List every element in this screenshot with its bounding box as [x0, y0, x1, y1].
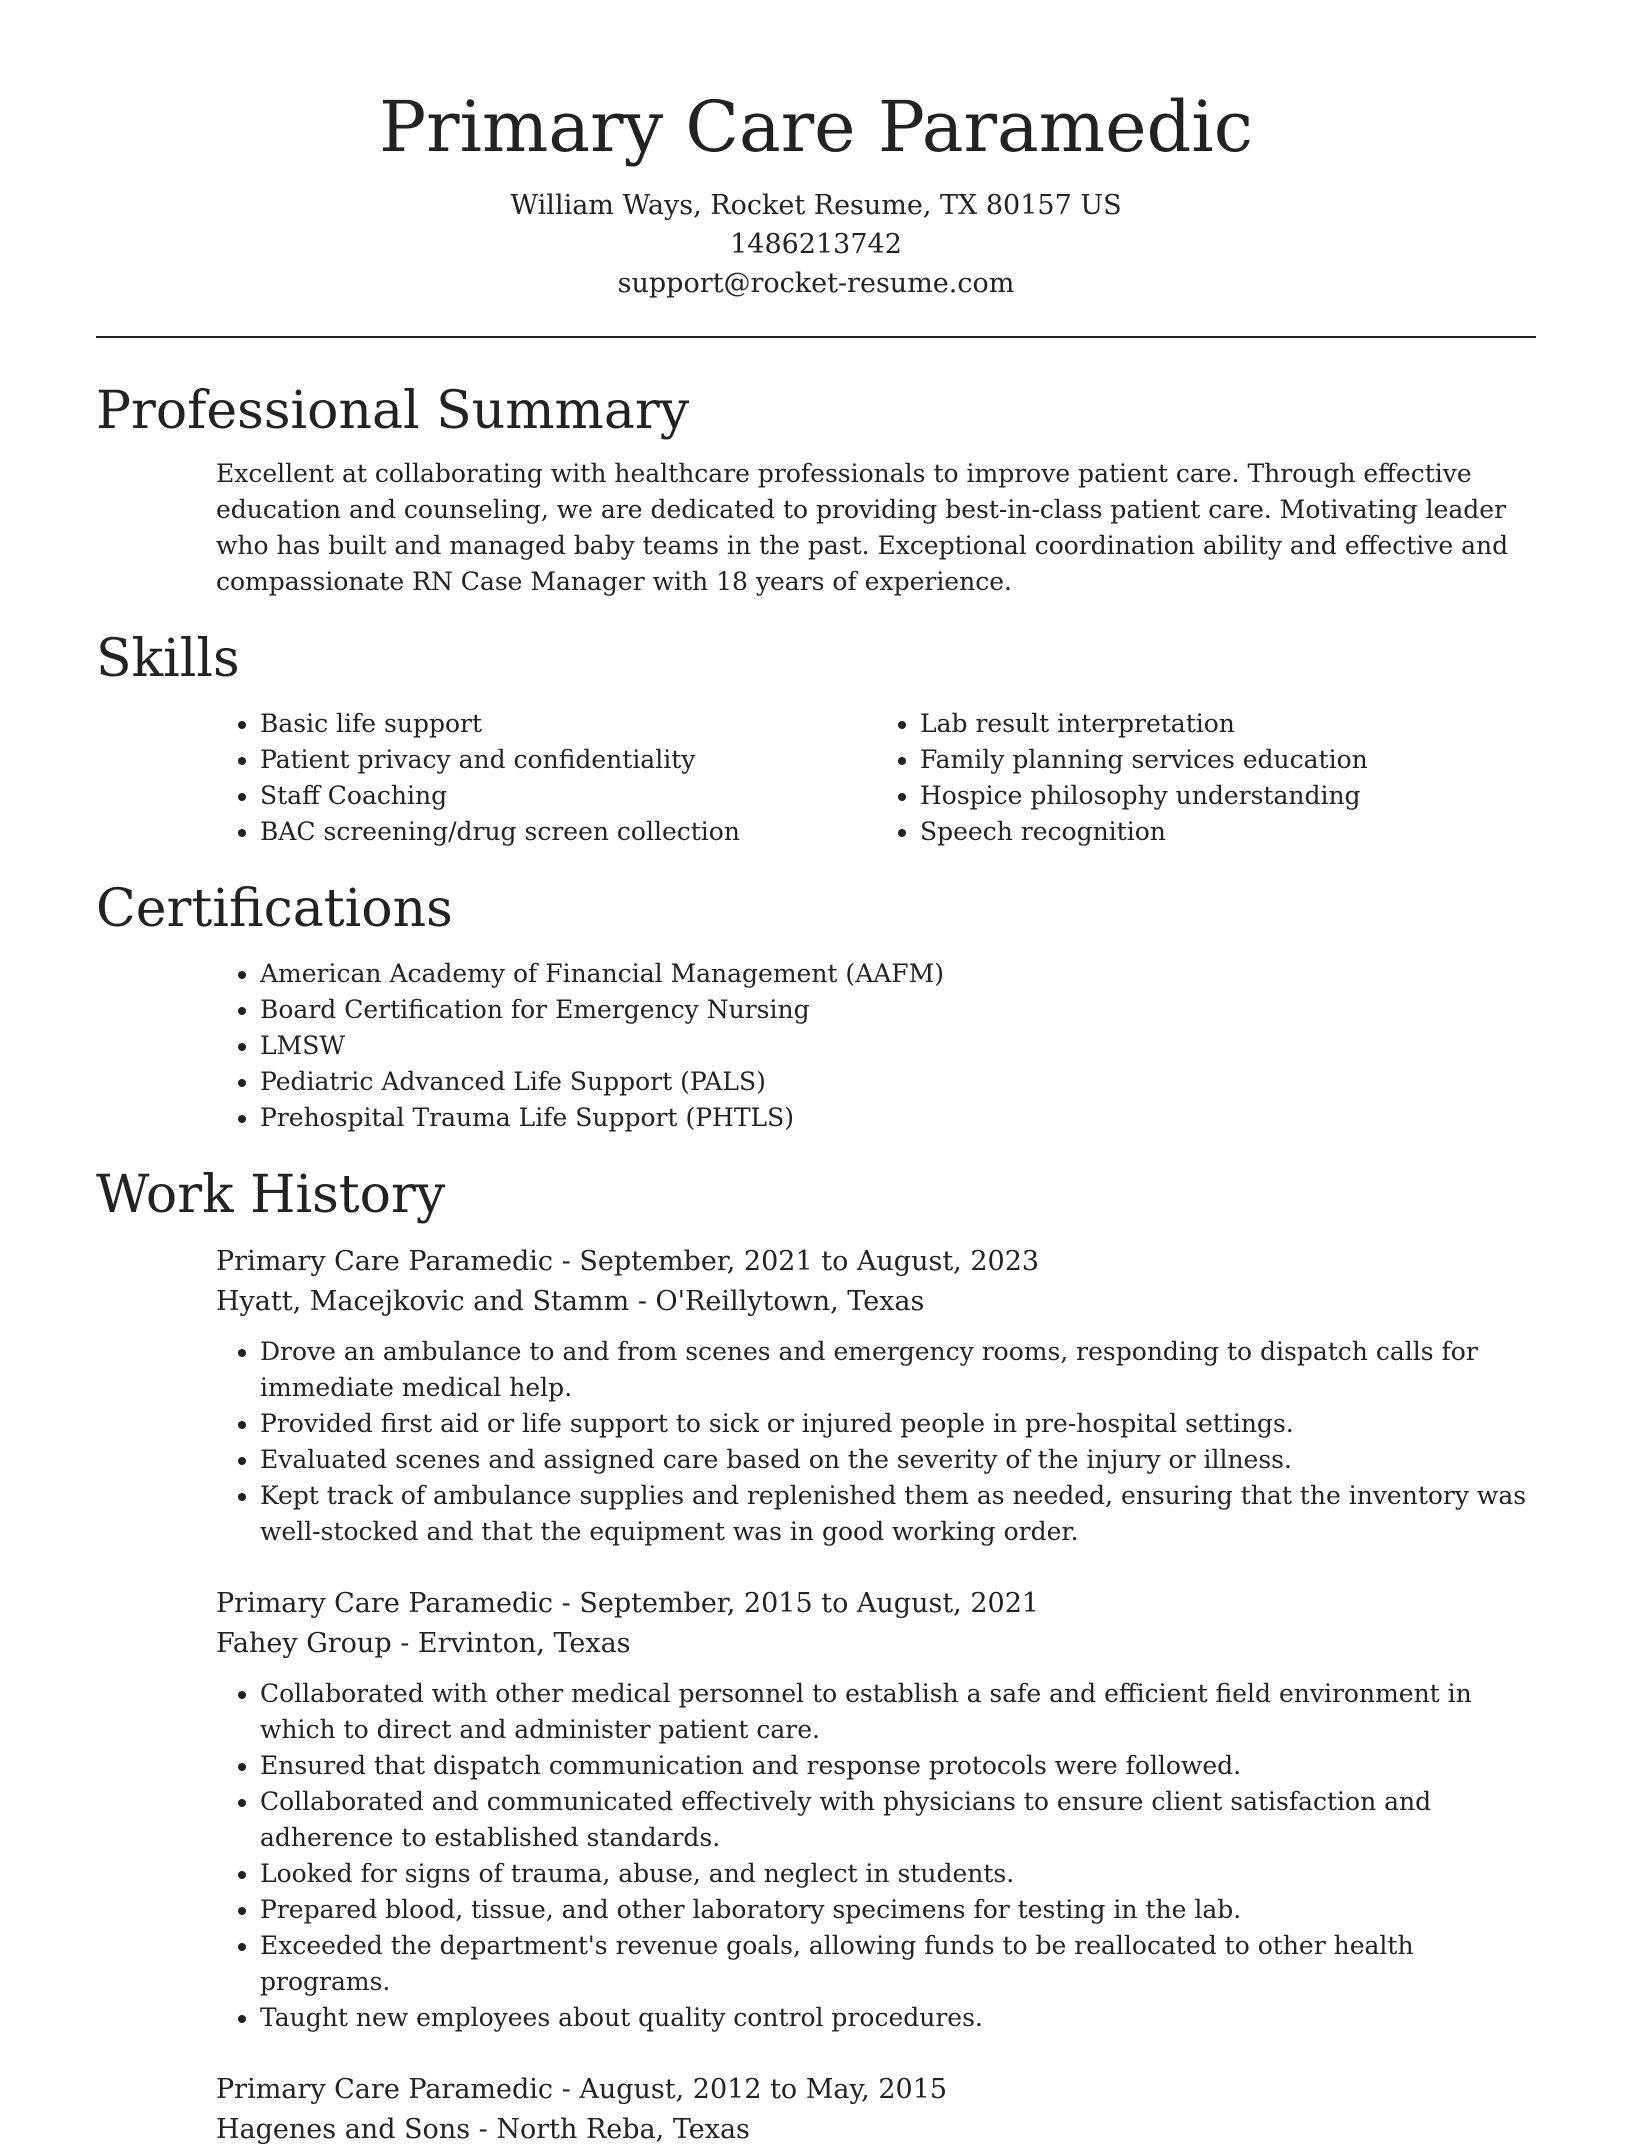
job-title-line: Primary Care Paramedic - August, 2012 to May, 2015: [216, 2074, 948, 2105]
skills-grid: [216, 706, 1536, 850]
contact-phone: 1486213742: [730, 229, 902, 260]
job-entry: [216, 1584, 1536, 2036]
job-bullet: • Collaborated with other medical personnel to establish a safe and efficient field environment in which to direct and administer patient care.: [260, 1676, 1536, 1748]
skills-heading: Skills: [96, 629, 240, 689]
certifications-list: [216, 956, 1536, 1136]
job-company-line: Hyatt, Macejkovic and Stamm - O'Reillytown, Texas: [216, 1286, 925, 1317]
job-title: Primary Care Paramedic: [216, 1588, 554, 1619]
job-location: Ervinton, Texas: [417, 1628, 631, 1659]
skill-item: • Lab result interpretation: [920, 706, 1536, 742]
contact-block: [96, 186, 1536, 303]
summary-text: Excellent at collaborating with healthcare professionals to improve patient care. Through effective education and counseling, we are dedicated to providing best-in-class patient care. Motivating leader who has built and managed baby teams in the past. Exceptional coordination ability and effective and compassionate RN Case Manager with 18 years of experience.: [216, 459, 1509, 596]
skill-item: • Speech recognition: [920, 814, 1536, 850]
certification-item: • Prehospital Trauma Life Support (PHTLS): [260, 1100, 1536, 1136]
certification-item: • LMSW: [260, 1028, 1536, 1064]
job-dates: September, 2015 to August, 2021: [579, 1588, 1040, 1619]
certification-item: • American Academy of Financial Management (AAFM): [260, 956, 1536, 992]
job-dates: August, 2012 to May, 2015: [579, 2074, 948, 2105]
header-divider: [96, 336, 1536, 338]
skill-item: • BAC screening/drug screen collection: [260, 814, 876, 850]
candidate-title: Primary Care Paramedic: [379, 86, 1253, 168]
certification-item: • Board Certification for Emergency Nursing: [260, 992, 1536, 1028]
job-title-line: Primary Care Paramedic - September, 2021 to August, 2023: [216, 1246, 1040, 1277]
job-dates: September, 2021 to August, 2023: [579, 1246, 1040, 1277]
job-company: Fahey Group: [216, 1628, 392, 1659]
skill-item: • Staff Coaching: [260, 778, 876, 814]
job-bullets: [216, 1334, 1536, 1550]
job-bullet: • Collaborated and communicated effectively with physicians to ensure client satisfaction and adherence to established standards.: [260, 1784, 1536, 1856]
contact-email: support@rocket-resume.com: [617, 268, 1015, 299]
work-history-heading: Work History: [96, 1165, 446, 1225]
skill-item: • Family planning services education: [920, 742, 1536, 778]
job-bullet: • Taught new employees about quality control procedures.: [260, 2000, 1536, 2036]
job-company-line: Hagenes and Sons - North Reba, Texas: [216, 2114, 750, 2145]
skill-item: • Basic life support: [260, 706, 876, 742]
job-bullet: • Provided first aid or life support to sick or injured people in pre-hospital settings.: [260, 1406, 1536, 1442]
skill-item: • Patient privacy and confidentiality: [260, 742, 876, 778]
job-bullet: • Prepared blood, tissue, and other laboratory specimens for testing in the lab.: [260, 1892, 1536, 1928]
contact-address: William Ways, Rocket Resume, TX 80157 US: [510, 190, 1122, 221]
job-bullet: • Kept track of ambulance supplies and replenished them as needed, ensuring that the inventory was well-stocked and that the equipment was in good working order.: [260, 1478, 1536, 1550]
job-location: O'Reillytown, Texas: [655, 1286, 925, 1317]
summary-heading: Professional Summary: [96, 381, 690, 441]
job-bullets: [216, 1676, 1536, 2036]
job-entry: [216, 1242, 1536, 1550]
resume-header: [96, 0, 1536, 303]
job-bullet: • Exceeded the department's revenue goals, allowing funds to be reallocated to other health programs.: [260, 1928, 1536, 2000]
job-bullet: • Drove an ambulance to and from scenes and emergency rooms, responding to dispatch calls for immediate medical help.: [260, 1334, 1536, 1406]
job-title: Primary Care Paramedic: [216, 1246, 554, 1277]
job-company: Hyatt, Macejkovic and Stamm: [216, 1286, 630, 1317]
job-bullet: • Looked for signs of trauma, abuse, and neglect in students.: [260, 1856, 1536, 1892]
job-bullet: • Evaluated scenes and assigned care based on the severity of the injury or illness.: [260, 1442, 1536, 1478]
skills-list-right: [876, 706, 1536, 850]
job-location: North Reba, Texas: [496, 2114, 750, 2145]
certification-item: • Pediatric Advanced Life Support (PALS): [260, 1064, 1536, 1100]
job-title: Primary Care Paramedic: [216, 2074, 554, 2105]
certifications-heading: Certifications: [96, 879, 453, 939]
job-bullet: • Ensured that dispatch communication and response protocols were followed.: [260, 1748, 1536, 1784]
job-entry: [216, 2070, 1536, 2150]
job-company: Hagenes and Sons: [216, 2114, 471, 2145]
skills-list-left: [216, 706, 876, 850]
job-title-line: Primary Care Paramedic - September, 2015 to August, 2021: [216, 1588, 1040, 1619]
job-company-line: Fahey Group - Ervinton, Texas: [216, 1628, 631, 1659]
skill-item: • Hospice philosophy understanding: [920, 778, 1536, 814]
